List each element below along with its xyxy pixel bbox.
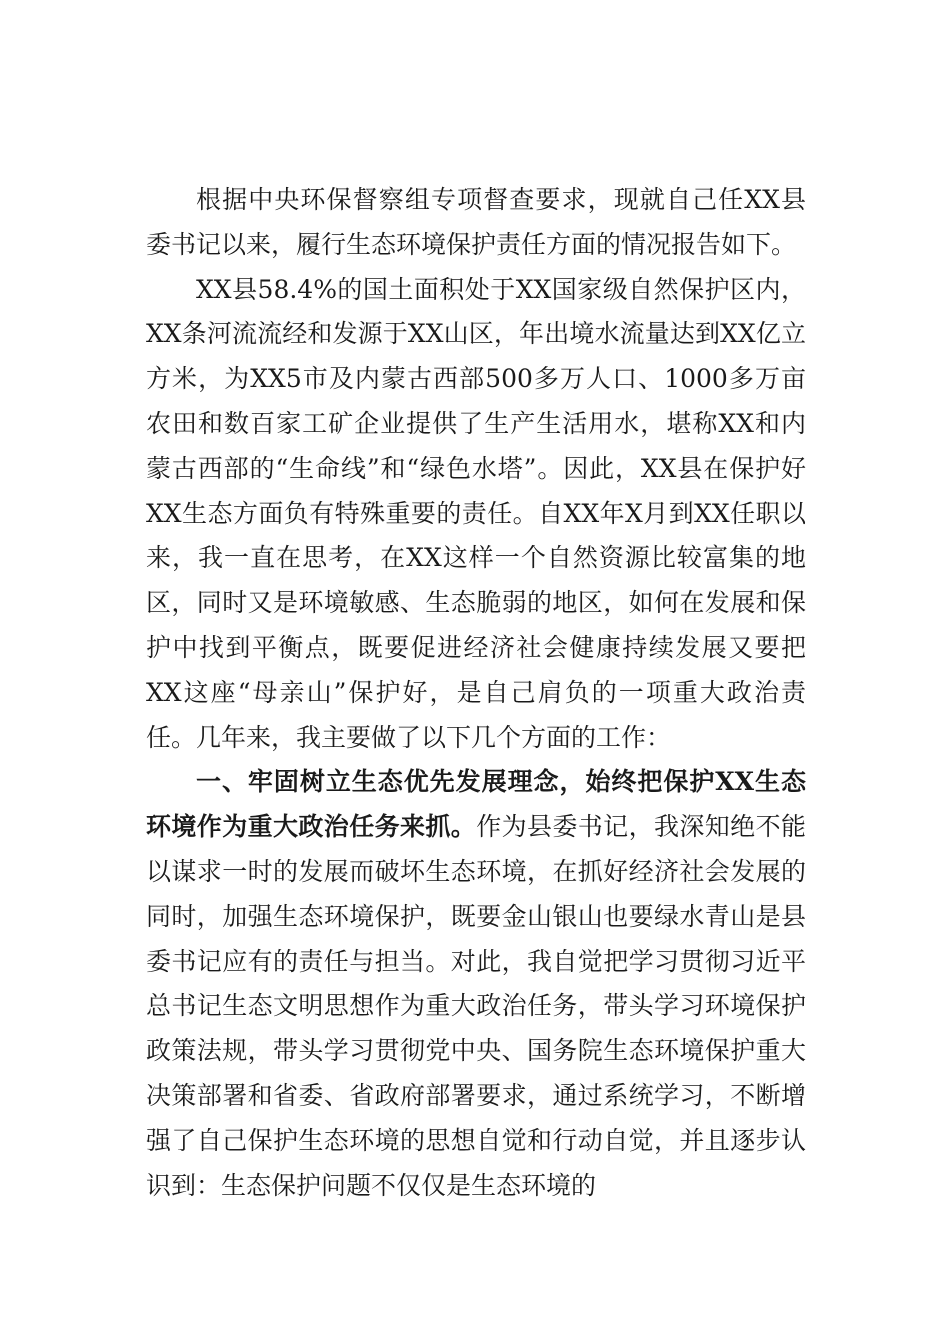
section-one-paragraph <box>146 760 806 1208</box>
document-body <box>146 178 806 1208</box>
intro-paragraph <box>146 178 806 268</box>
section-one-heading: 一、牢固树立生态优先发展理念，始终把保护XX生态环境作为重大政治任务来抓。 <box>146 767 806 842</box>
intro-paragraph-text: 根据中央环保督察组专项督查要求，现就自己任XX县委书记以来，履行生态环境保护责任方面的情况报告如下。 <box>146 185 806 259</box>
section-one-text: 作为县委书记，我深知绝不能以谋求一时的发展而破坏生态环境，在抓好经济社会发展的同时，加强生态环境保护，既要金山银山也要绿水青山是县委书记应有的责任与担当。对此，我自觉把学习贯彻习近平总书记生态文明思想作为重大政治任务，带头学习环境保护政策法规，带头学习贯彻党中央、国务院生态环境保护重大决策部署和省委、省政府部署要求，通过系统学习，不断增强了自己保护生态环境的思想自觉和行动自觉，并且逐步认识到：生态保护问题不仅仅是生态环境的 <box>146 812 806 1200</box>
background-paragraph <box>146 268 806 761</box>
background-paragraph-text: XX县58.4%的国土面积处于XX国家级自然保护区内，XX条河流流经和发源于XX山区，年出境水流量达到XX亿立方米，为XX5市及内蒙古西部500多万人口、1000多万亩农田和数百家工矿企业提供了生产生活用水，堪称XX和内蒙古西部的“生命线”和“绿色水塔”。因此，XX县在保护好XX生态方面负有特殊重要的责任。自XX年X月到XX任职以来，我一直在思考，在XX这样一个自然资源比较富集的地区，同时又是环境敏感、生态脆弱的地区，如何在发展和保护中找到平衡点，既要促进经济社会健康持续发展又要把XX这座“母亲山”保护好，是自己肩负的一项重大政治责任。几年来，我主要做了以下几个方面的工作： <box>146 274 806 752</box>
